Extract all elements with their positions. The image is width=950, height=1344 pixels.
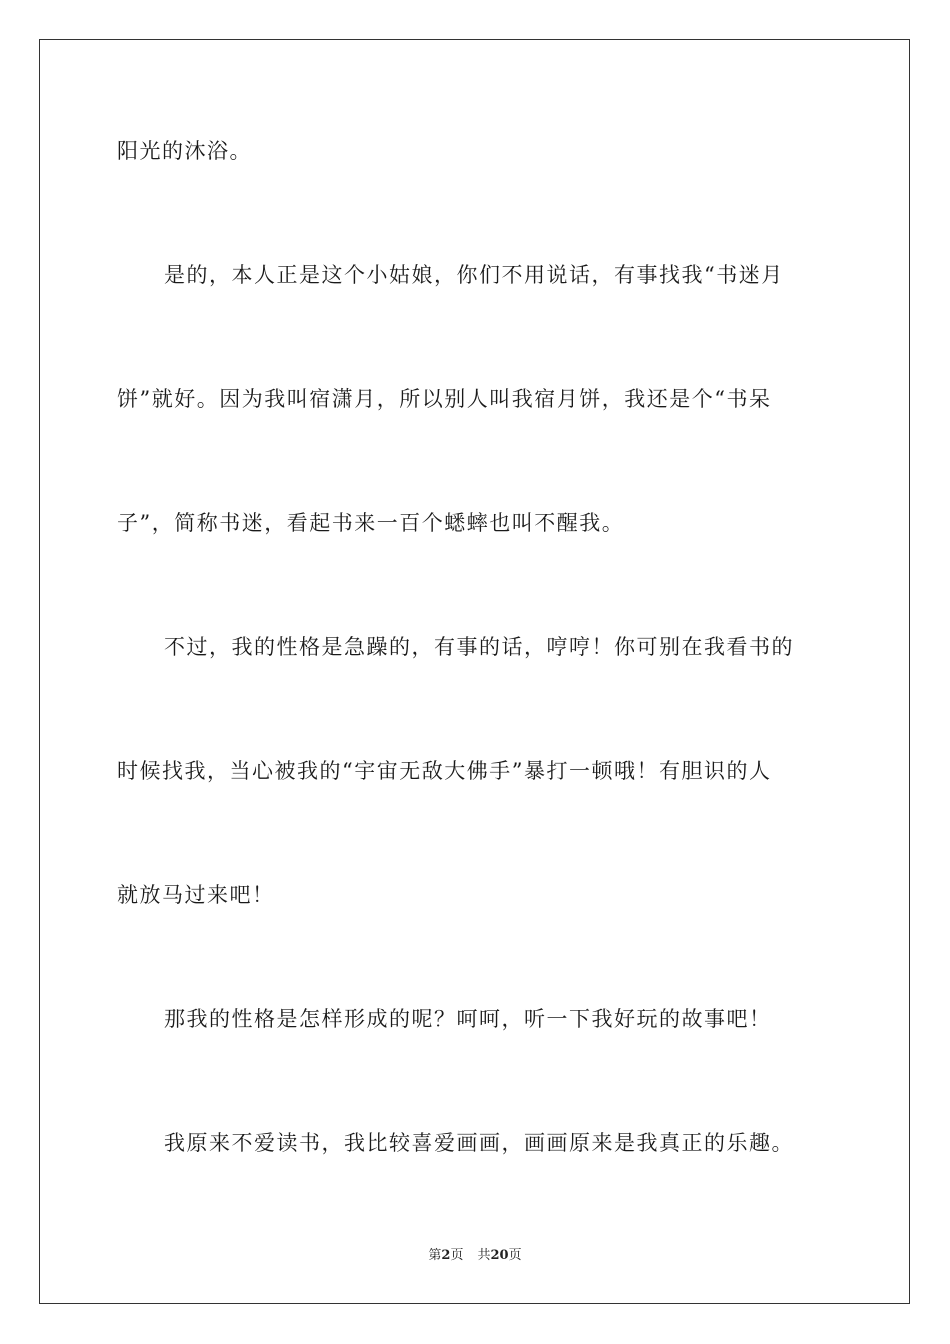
total-pages: 20 <box>490 1248 509 1263</box>
page-prefix: 第 <box>428 1248 442 1263</box>
page-border <box>39 39 910 1304</box>
page-number: 2 <box>441 1248 451 1263</box>
total-suffix: 页 <box>508 1248 522 1263</box>
text-line-7: 就放马过来吧！ <box>117 883 275 907</box>
page-suffix: 页 <box>450 1248 464 1263</box>
text-line-2: 是的，本人正是这个小姑娘，你们不用说话，有事找我“书迷月 <box>164 263 784 287</box>
text-line-4: 子”，简称书迷，看起书来一百个蟋蟀也叫不醒我。 <box>117 511 625 535</box>
text-line-6: 时候找我，当心被我的“宇宙无敌大佛手”暴打一顿哦！有胆识的人 <box>117 759 772 783</box>
text-line-1: 阳光的沐浴。 <box>117 139 252 163</box>
text-line-9: 我原来不爱读书，我比较喜爱画画，画画原来是我真正的乐趣。 <box>164 1131 794 1155</box>
page-footer <box>0 1247 950 1265</box>
total-prefix: 共 <box>477 1248 491 1263</box>
text-line-5: 不过，我的性格是急躁的，有事的话，哼哼！你可别在我看书的 <box>164 635 794 659</box>
text-line-8: 那我的性格是怎样形成的呢？呵呵，听一下我好玩的故事吧！ <box>164 1007 772 1031</box>
text-line-3: 饼”就好。因为我叫宿潇月，所以别人叫我宿月饼，我还是个“书呆 <box>117 387 772 411</box>
